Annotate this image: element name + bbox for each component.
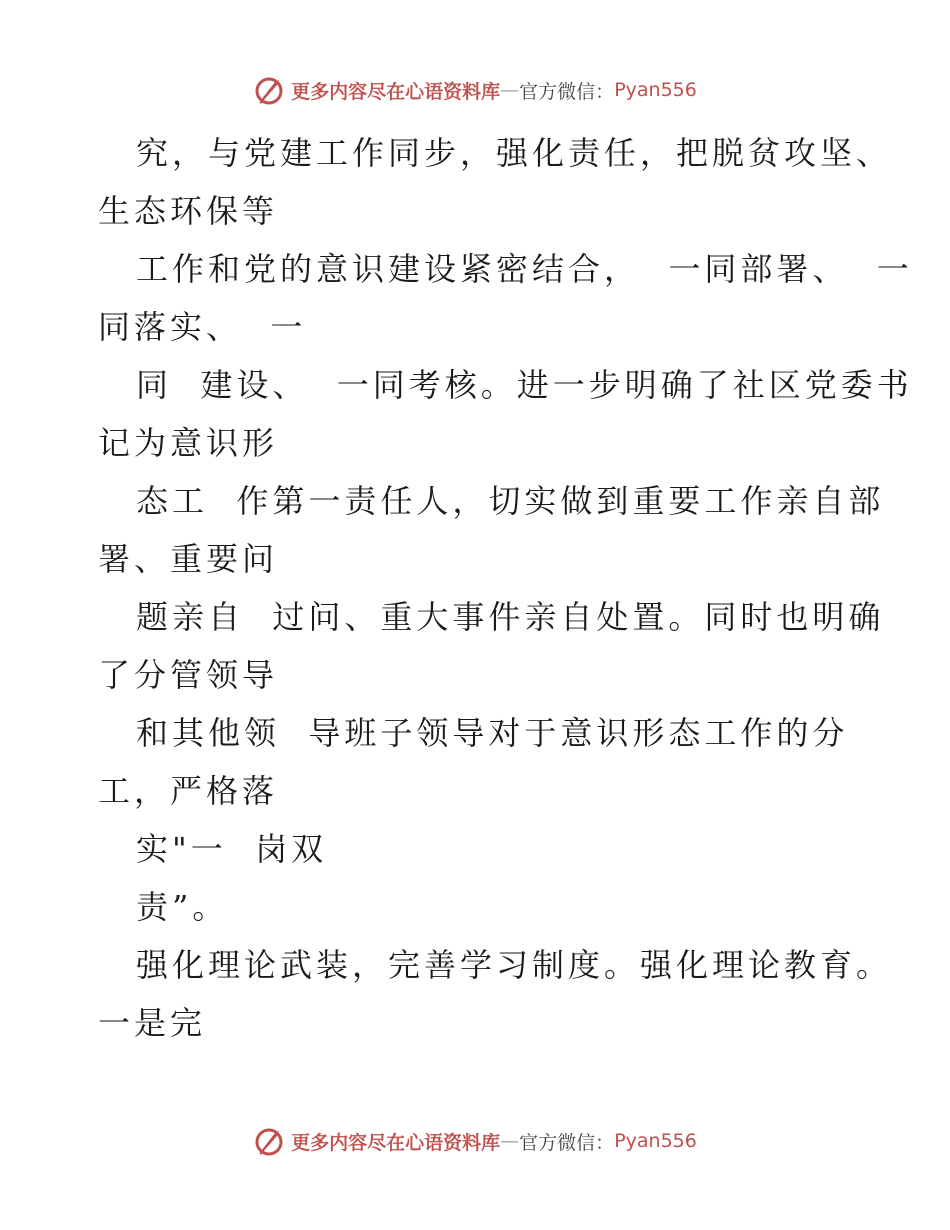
body-line: 一是完 — [98, 1004, 207, 1042]
body-line: 和其他领 导班子领导对于意识形态工作的分 — [136, 714, 849, 752]
banner-wechat-id: Pyan556 — [614, 79, 697, 101]
header-banner — [0, 70, 950, 110]
banner-separator: — — [500, 1130, 520, 1152]
body-line: 态工 作第一责任人，切实做到重要工作亲自部 — [136, 482, 885, 520]
quill-pen-logo-icon — [253, 74, 285, 106]
body-line: 记为意识形 — [98, 424, 279, 462]
body-line: 同落实、 一 — [98, 308, 307, 346]
body-line: 责”。 — [136, 888, 229, 926]
body-line: 工作和党的意识建设紧密结合， 一同部署、 一 — [136, 250, 913, 288]
body-line: 实"一 岗双 — [136, 830, 328, 868]
body-line: 强化理论武装，完善学习制度。强化理论教育。 — [136, 946, 893, 984]
body-line: 署、重要问 — [98, 540, 279, 578]
document-body — [98, 124, 913, 1052]
banner-wechat-label: 官方微信： — [519, 1131, 615, 1154]
body-line: 同 建设、 一同考核。进一步明确了社区党委书 — [136, 366, 913, 404]
quill-pen-logo-icon — [253, 1125, 285, 1157]
body-line: 工，严格落 — [98, 772, 279, 810]
banner-title: 更多内容尽在心语资料库 — [291, 1131, 501, 1154]
body-line: 题亲自 过问、重大事件亲自处置。同时也明确 — [136, 598, 885, 636]
body-line: 究，与党建工作同步，强化责任，把脱贫攻坚、 — [136, 134, 893, 172]
banner-wechat-id: Pyan556 — [614, 1130, 697, 1152]
body-line: 了分管领导 — [98, 656, 279, 694]
footer-banner — [0, 1121, 950, 1161]
banner-separator: — — [500, 79, 520, 101]
banner-wechat-label: 官方微信： — [519, 80, 615, 103]
body-line: 生态环保等 — [98, 192, 279, 230]
banner-title: 更多内容尽在心语资料库 — [291, 80, 501, 103]
